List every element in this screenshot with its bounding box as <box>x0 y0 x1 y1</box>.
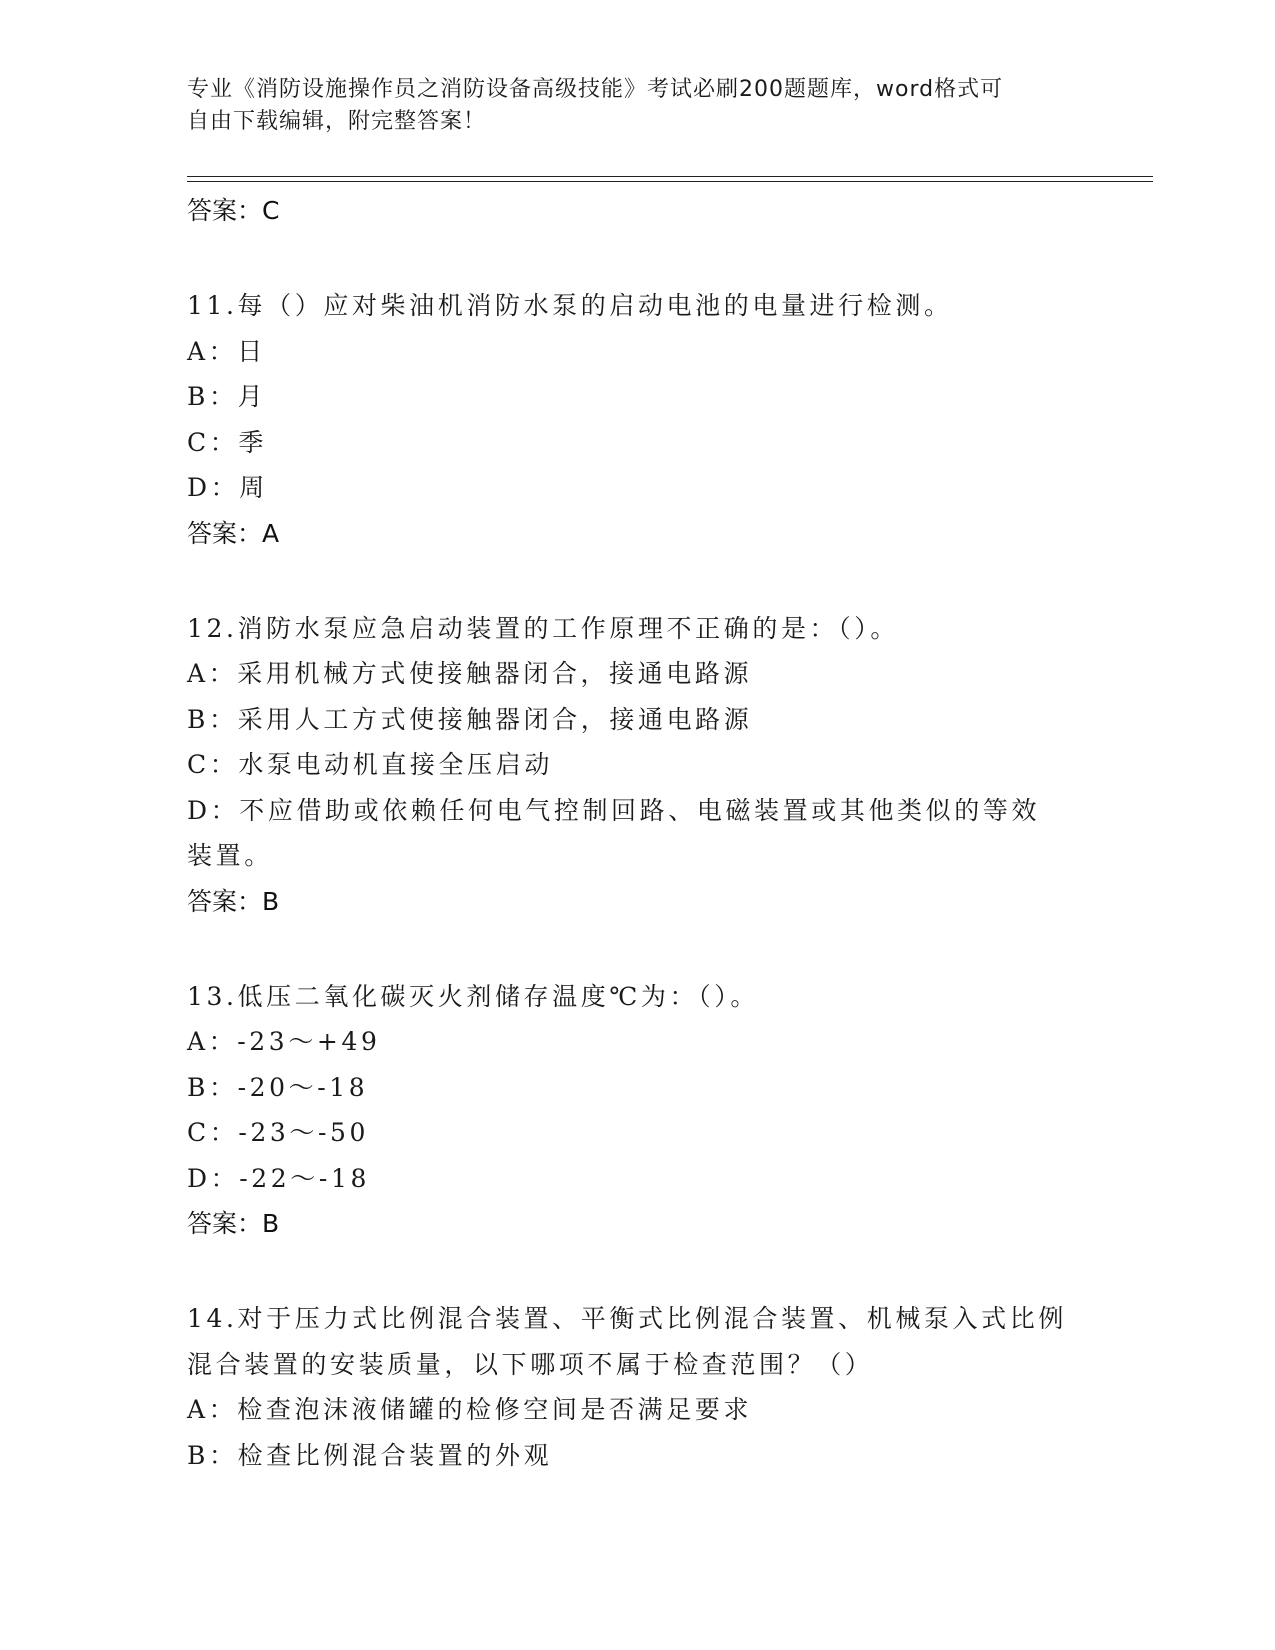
answer: 答案：B <box>187 1209 280 1238</box>
answer: 答案：A <box>187 518 280 548</box>
question-text: 11.每（）应对柴油机消防水泵的启动电池的电量进行检测。 <box>187 291 953 320</box>
question-list <box>187 188 1087 1478</box>
option-b: B：-20～-18 <box>187 1072 369 1102</box>
option-a: A：采用机械方式使接触器闭合，接通电路源 <box>187 659 753 688</box>
option-a: A：检查泡沫液储罐的检修空间是否满足要求 <box>187 1395 753 1424</box>
question-13 <box>187 974 1087 1247</box>
option-d: D：不应借助或依赖任何电气控制回路、电磁装置或其他类似的等效装置。 <box>187 795 1041 870</box>
option-b: B：月 <box>187 382 267 411</box>
question-14 <box>187 1296 1087 1478</box>
document-header <box>187 74 1067 138</box>
header-line-2: 自由下载编辑，附完整答案！ <box>187 109 487 134</box>
option-a: A：-23～+49 <box>187 1027 381 1056</box>
option-c: C：季 <box>187 427 267 457</box>
question-text: 13.低压二氧化碳灭火剂储存温度℃为：（）。 <box>187 981 759 1011</box>
question-text: 14.对于压力式比例混合装置、平衡式比例混合装置、机械泵入式比例混合装置的安装质量，以下哪项不属于检查范围？（） <box>187 1304 1067 1379</box>
question-text: 12.消防水泵应急启动装置的工作原理不正确的是：（）。 <box>187 613 899 643</box>
previous-answer: 答案：C <box>187 196 280 225</box>
header-line-1: 专业《消防设施操作员之消防设备高级技能》考试必刷200题题库，word格式可 <box>187 77 1004 102</box>
option-a: A：日 <box>187 336 266 366</box>
option-c: C：-23～-50 <box>187 1118 370 1147</box>
option-d: D：-22～-18 <box>187 1163 370 1193</box>
option-d: D：周 <box>187 473 268 502</box>
question-11 <box>187 283 1087 556</box>
option-c: C：水泵电动机直接全压启动 <box>187 750 553 779</box>
option-b: B：检查比例混合装置的外观 <box>187 1440 553 1470</box>
header-divider-top <box>187 176 1153 177</box>
answer: 答案：B <box>187 886 280 916</box>
option-b: B：采用人工方式使接触器闭合，接通电路源 <box>187 704 753 734</box>
question-12 <box>187 606 1087 924</box>
header-divider-bottom <box>187 181 1153 182</box>
